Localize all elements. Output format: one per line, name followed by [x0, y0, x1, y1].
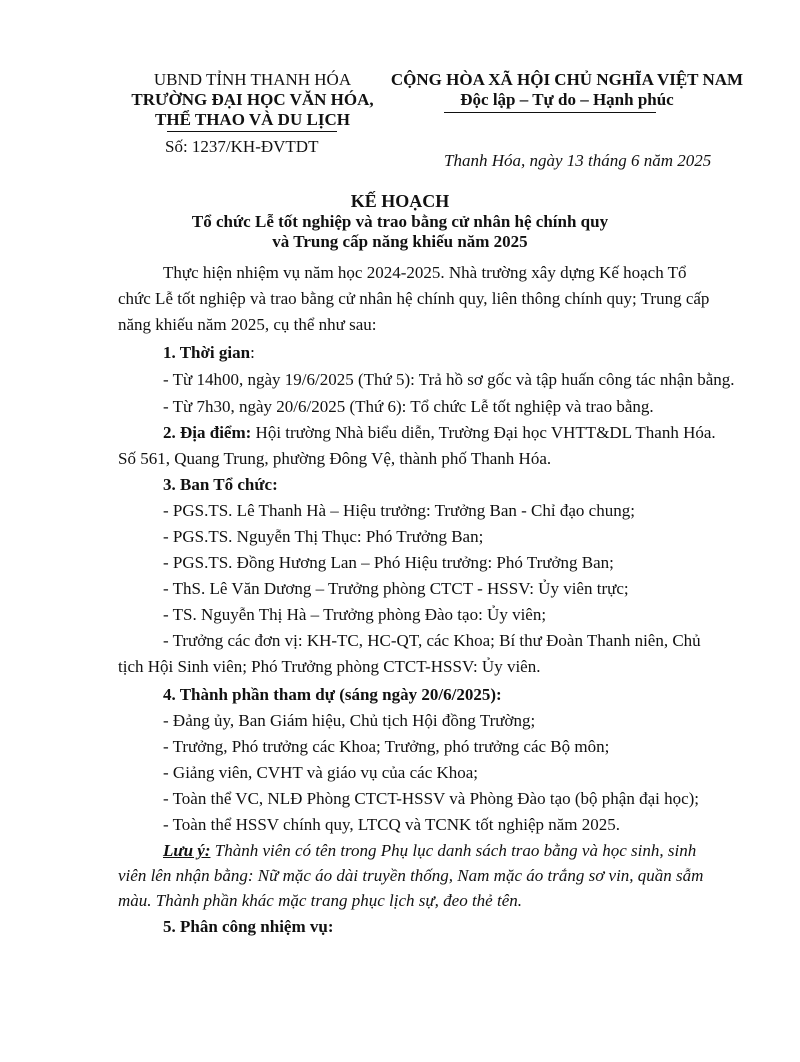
section-3-item: - PGS.TS. Đồng Hương Lan – Phó Hiệu trưởng: Phó Trưởng Ban;	[163, 553, 614, 572]
section-4-item: - Toàn thể HSSV chính quy, LTCQ và TCNK tốt nghiệp năm 2025.	[163, 815, 621, 834]
header-left-underline	[167, 131, 337, 132]
document-number: Số: 1237/KH-ĐVTDT	[165, 137, 319, 156]
section-4-item: - Đảng ủy, Ban Giám hiệu, Chủ tịch Hội đồng Trường;	[163, 711, 536, 730]
section-1-item: - Từ 14h00, ngày 19/6/2025 (Thứ 5): Trả hồ sơ gốc và tập huấn công tác nhận bằng.	[163, 370, 735, 389]
document-subtitle-1: Tổ chức Lễ tốt nghiệp và trao bằng cử nhân hệ chính quy	[191, 212, 609, 231]
note-line-3: màu. Thành phần khác mặc trang phục lịch sự, đeo thẻ tên.	[118, 891, 522, 910]
section-4-item: - Trưởng, Phó trưởng các Khoa; Trưởng, phó trưởng các Bộ môn;	[163, 737, 610, 756]
section-3-item: - TS. Nguyễn Thị Hà – Trưởng phòng Đào tạo: Ủy viên;	[163, 605, 547, 624]
section-3-item: - Trưởng các đơn vị: KH-TC, HC-QT, các Khoa; Bí thư Đoàn Thanh niên, Chủ	[163, 631, 701, 650]
section-3-item-cont: tịch Hội Sinh viên; Phó Trưởng phòng CTCT-HSSV: Ủy viên.	[118, 657, 541, 676]
school-name-line2: THỂ THAO VÀ DU LỊCH	[155, 110, 350, 129]
section-4-heading: 4. Thành phần tham dự (sáng ngày 20/6/2025):	[163, 685, 502, 704]
section-2-line-1: 2. Địa điểm: Hội trường Nhà biểu diễn, Trường Đại học VHTT&DL Thanh Hóa.	[163, 423, 716, 442]
section-3-heading: 3. Ban Tổ chức:	[163, 475, 278, 494]
section-2-line-2: Số 561, Quang Trung, phường Đông Vệ, thành phố Thanh Hóa.	[118, 449, 552, 468]
section-1-item: - Từ 7h30, ngày 20/6/2025 (Thứ 6): Tổ chức Lễ tốt nghiệp và trao bằng.	[163, 397, 654, 416]
document-title: KẾ HOẠCH	[350, 191, 450, 211]
national-motto: Độc lập – Tự do – Hạnh phúc	[460, 90, 674, 109]
nation-title: CỘNG HÒA XÃ HỘI CHỦ NGHĨA VIỆT NAM	[390, 70, 744, 89]
note-label: Lưu ý:	[163, 841, 211, 860]
issuing-authority: UBND TỈNH THANH HÓA	[153, 70, 352, 89]
section-1-heading: 1. Thời gian:	[163, 343, 255, 362]
intro-line-1: Thực hiện nhiệm vụ năm học 2024-2025. Nhà trường xây dựng Kế hoạch Tổ	[163, 263, 687, 282]
note-line-2: viên lên nhận bằng: Nữ mặc áo dài truyền thống, Nam mặc áo trắng sơ vin, quần sẫm	[118, 866, 704, 885]
document-subtitle-2: và Trung cấp năng khiếu năm 2025	[272, 232, 528, 251]
place-and-date: Thanh Hóa, ngày 13 tháng 6 năm 2025	[444, 151, 712, 170]
section-3-item: - PGS.TS. Lê Thanh Hà – Hiệu trưởng: Trưởng Ban - Chỉ đạo chung;	[163, 501, 635, 520]
intro-line-2: chức Lễ tốt nghiệp và trao bằng cử nhân hệ chính quy, liên thông chính quy; Trung cấp	[118, 289, 710, 308]
section-5-heading: 5. Phân công nhiệm vụ:	[163, 917, 334, 936]
section-4-item: - Giảng viên, CVHT và giáo vụ của các Khoa;	[163, 763, 479, 782]
section-3-item: - ThS. Lê Văn Dương – Trưởng phòng CTCT - HSSV: Ủy viên trực;	[163, 579, 629, 598]
section-3-item: - PGS.TS. Nguyễn Thị Thục: Phó Trưởng Ban;	[163, 527, 484, 546]
section-2-heading: 2. Địa điểm:	[163, 423, 252, 442]
note-line-1: Lưu ý: Thành viên có tên trong Phụ lục danh sách trao bằng và học sinh, sinh	[163, 841, 697, 860]
motto-underline	[444, 112, 656, 113]
intro-line-3: năng khiếu năm 2025, cụ thể như sau:	[118, 315, 377, 334]
section-4-item: - Toàn thể VC, NLĐ Phòng CTCT-HSSV và Phòng Đào tạo (bộ phận đại học);	[163, 789, 700, 808]
school-name-line1: TRƯỜNG ĐẠI HỌC VĂN HÓA,	[131, 90, 374, 109]
